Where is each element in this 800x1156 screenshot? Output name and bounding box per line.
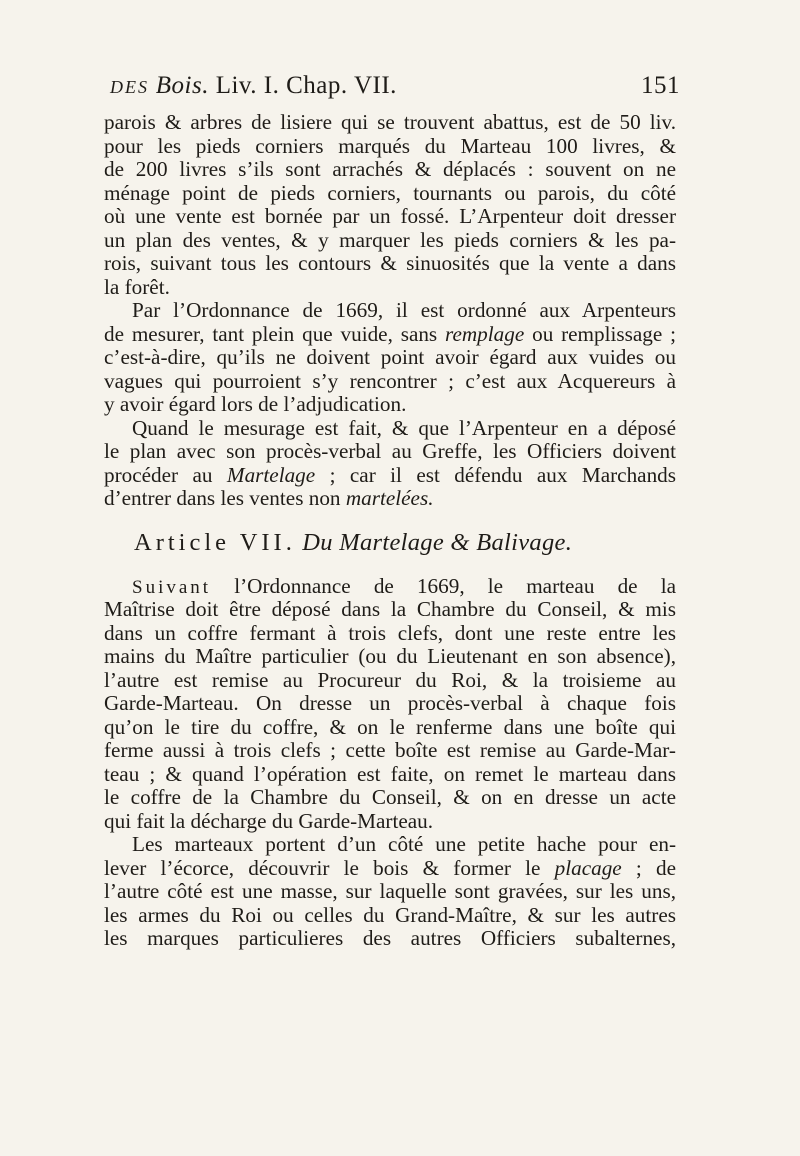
small-caps-word: Suivant (132, 576, 212, 598)
text-line (104, 575, 676, 599)
body-text (104, 111, 676, 951)
running-head-des: DES (110, 77, 149, 97)
italic-term: Martelage (226, 462, 316, 487)
italic-term: remplage (445, 321, 525, 346)
text-line (104, 487, 676, 511)
text-segment: de mesurer, tant plein que vuide, sans (104, 321, 438, 346)
text-line (104, 323, 676, 347)
text-line: qu’on le tire du coffre, & on le renferme dans une boîte qui (104, 714, 676, 739)
text-line: c’est-à-dire, qu’ils ne doivent point avoir égard aux vuides ou (104, 345, 676, 369)
running-head-bois: Bois. (155, 72, 209, 99)
text-segment: d’entrer dans les ventes non (104, 486, 341, 510)
italic-term: placage (554, 855, 622, 880)
italic-term: martelées. (345, 486, 434, 510)
text-segment: l’Ordonnance de 1669, le marteau de la (234, 573, 676, 598)
text-line: le plan avec son procès-verbal au Greffe, les Officiers doivent (104, 439, 676, 463)
running-head (110, 72, 680, 106)
text-line: Par l’Ordonnance de 1669, il est ordonné aux Arpenteurs (132, 298, 676, 322)
text-line: y avoir égard lors de l’adjudication. (104, 392, 407, 416)
article-heading (104, 511, 676, 575)
text-line: l’autre est remise au Procureur du Roi, & la troisieme au (104, 667, 676, 692)
text-line: où une vente est bornée par un fossé. L’Arpenteur doit dresser (104, 204, 676, 228)
text-line: les marques particulieres des autres Officiers subalternes, (104, 926, 676, 950)
text-line: la forêt. (104, 274, 170, 299)
text-segment: procéder au (104, 462, 213, 487)
text-line: Quand le mesurage est fait, & que l’Arpenteur en a déposé (132, 415, 676, 440)
text-line: de 200 livres s’ils sont arrachés & déplacés : souvent on ne (104, 157, 676, 181)
text-line: pour les pieds corniers marqués du Marteau 100 livres, & (104, 133, 676, 158)
text-line: qui fait la décharge du Garde-Marteau. (104, 808, 434, 833)
text-line: Maîtrise doit être déposé dans la Chambre du Conseil, & mis (104, 597, 676, 621)
text-line (104, 857, 676, 881)
text-line (104, 464, 676, 488)
article-title: Du Martelage & Balivage. (302, 528, 573, 556)
text-line: ferme aussi à trois clefs ; cette boîte est remise au Garde-Mar- (104, 738, 676, 762)
text-line: un plan des ventes, & y marquer les pieds corniers & les pa- (104, 227, 676, 252)
text-line: mains du Maître particulier (ou du Lieutenant en son absence), (104, 644, 676, 668)
text-line: l’autre côté est une masse, sur laquelle sont gravées, sur les uns, (104, 879, 676, 903)
text-line: rois, suivant tous les contours & sinuosités que la vente a dans (104, 251, 676, 275)
article-label: Article VII. (134, 528, 296, 556)
text-segment: ou remplissage ; (532, 321, 677, 346)
text-line: ménage point de pieds corniers, tournants ou parois, du côté (104, 180, 676, 205)
text-line: Garde-Marteau. On dresse un procès-verbal à chaque fois (104, 691, 676, 715)
text-line: teau ; & quand l’opération est faite, on remet le marteau dans (104, 761, 676, 786)
text-segment: ; de (635, 855, 677, 880)
text-line: le coffre de la Chambre du Conseil, & on en dresse un acte (104, 785, 676, 809)
text-segment: lever l’écorce, découvrir le bois & former le (104, 855, 541, 880)
text-line: vagues qui pourroient s’y rencontrer ; c’est aux Acquereurs à (104, 368, 676, 393)
page-number: 151 (641, 72, 680, 99)
text-line: dans un coffre fermant à trois clefs, dont une reste entre les (104, 620, 676, 645)
running-head-book-chapter: Liv. I. Chap. VII. (215, 72, 397, 99)
text-segment: ; car il est défendu aux Marchands (329, 462, 677, 487)
text-line: les armes du Roi ou celles du Grand-Maître, & sur les autres (104, 902, 676, 927)
text-line: parois & arbres de lisiere qui se trouvent abattus, est de 50 liv. (104, 110, 676, 134)
text-line: Les marteaux portent d’un côté une petite hache pour en- (132, 832, 676, 856)
